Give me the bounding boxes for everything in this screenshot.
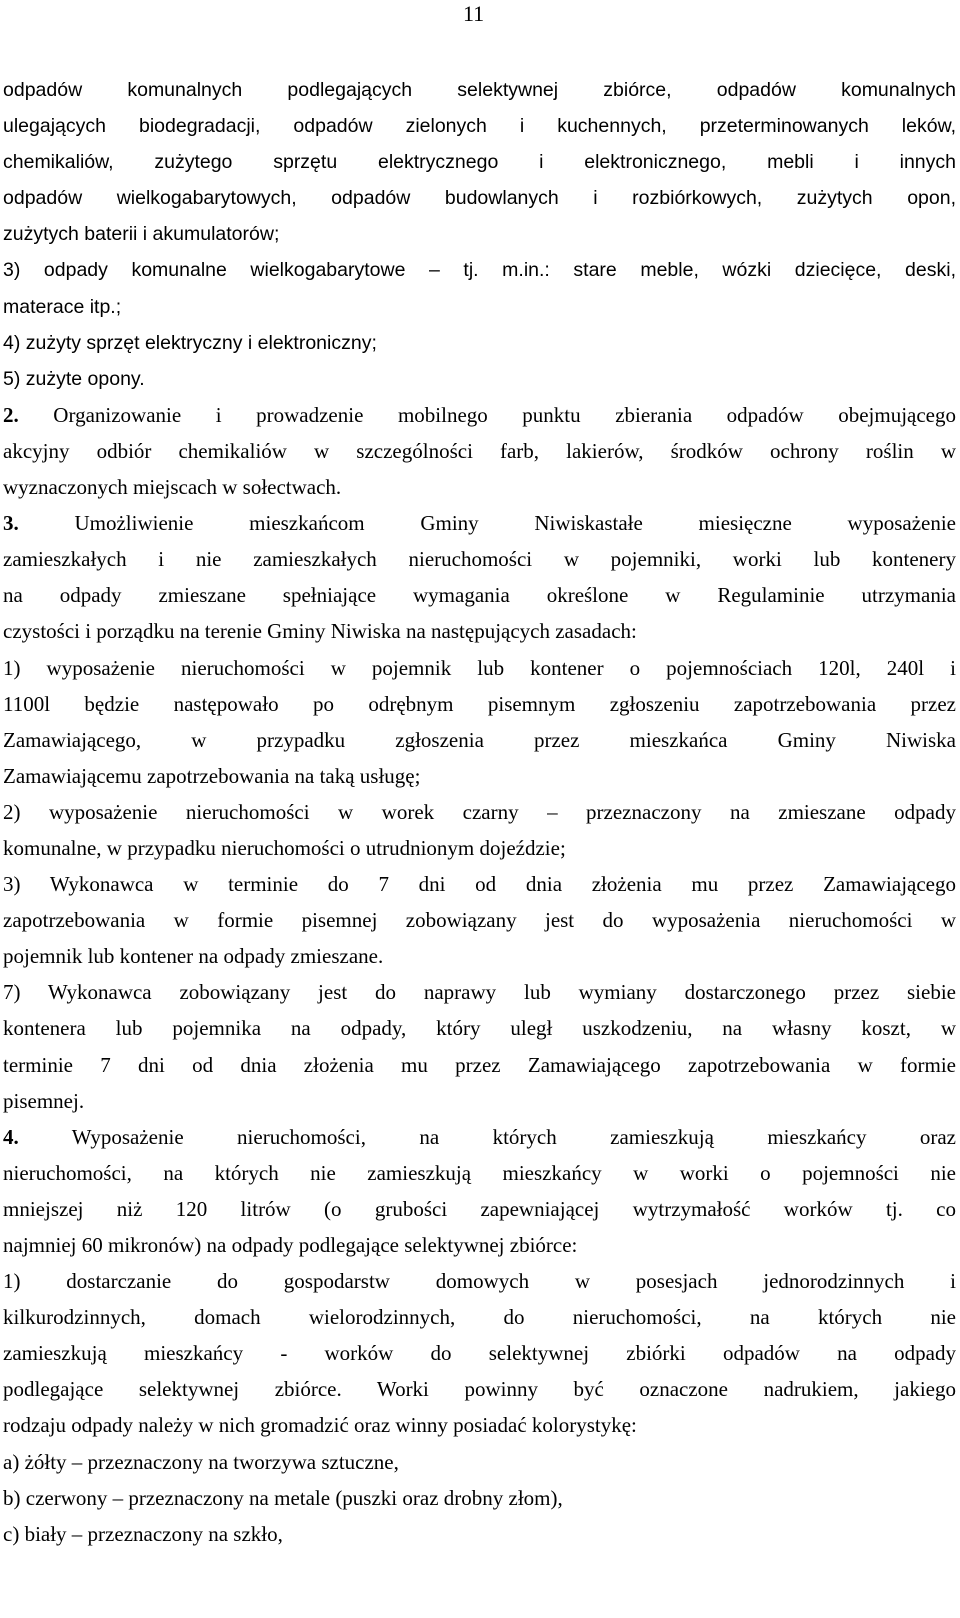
- line-text: zamieszkałych i nie zamieszkałych nieruchomości w pojemniki, worki lub kontenery: [3, 547, 956, 572]
- line-text: 7) Wykonawca zobowiązany jest do naprawy lub wymiany dostarczonego przez siebie: [3, 980, 956, 1005]
- line-text: czystości i porządku na terenie Gminy Niwiska na następujących zasadach:: [3, 619, 637, 644]
- line-text: b) czerwony – przeznaczony na metale (puszki oraz drobny złom),: [3, 1485, 563, 1510]
- line-text: mniejszej niż 120 litrów (o grubości zapewniającej wytrzymałość worków tj. co: [3, 1196, 956, 1221]
- text-line: [3, 758, 956, 794]
- line-text: terminie 7 dni od dnia złożenia mu przez Zamawiającego zapotrzebowania w formie: [3, 1052, 956, 1077]
- text-line: [3, 216, 956, 252]
- line-text: 2) wyposażenie nieruchomości w worek czarny – przeznaczony na zmieszane odpady: [3, 799, 956, 824]
- text-line: [3, 1407, 956, 1443]
- text-line: [3, 361, 956, 397]
- line-text: na odpady zmieszane spełniające wymagania określone w Regulaminie utrzymania: [3, 583, 956, 608]
- line-text: 1100l będzie następowało po odrębnym pisemnym zgłoszeniu zapotrzebowania przez: [3, 691, 956, 716]
- text-line: [3, 613, 956, 649]
- text-line: [3, 902, 956, 938]
- text-line: [3, 72, 956, 108]
- line-text: chemikaliów, zużytego sprzętu elektrycznego i elektronicznego, mebli i innych: [3, 151, 956, 174]
- text-line: [3, 1444, 956, 1480]
- page-number: 11: [463, 1, 485, 26]
- text-line: [3, 180, 956, 216]
- text-line: [3, 1119, 956, 1155]
- text-line: [3, 686, 956, 722]
- line-text: zapotrzebowania w formie pisemnej zobowiązany jest do wyposażenia nieruchomości w: [3, 908, 956, 933]
- line-text: 3) odpady komunalne wielkogabarytowe – tj. m.in.: stare meble, wózki dziecięce, deski,: [3, 259, 956, 282]
- line-text: Organizowanie i prowadzenie mobilnego punktu zbierania odpadów obejmującego: [53, 402, 956, 427]
- text-line: [3, 650, 956, 686]
- text-line: [3, 722, 956, 758]
- text-line: [3, 1227, 956, 1263]
- text-line: [3, 541, 956, 577]
- text-line: [3, 397, 956, 433]
- text-line: [3, 1047, 956, 1083]
- line-text: 1) wyposażenie nieruchomości w pojemnik lub kontener o pojemnościach 120l, 240l i: [3, 655, 956, 680]
- line-text: Wyposażenie nieruchomości, na których zamieszkują mieszkańcy oraz: [71, 1124, 956, 1149]
- text-line: [3, 1263, 956, 1299]
- document-body: [3, 72, 956, 1552]
- line-text: 4) zużyty sprzęt elektryczny i elektroniczny;: [3, 331, 377, 354]
- text-line: [3, 505, 956, 541]
- text-line: [3, 289, 956, 325]
- text-line: [3, 469, 956, 505]
- text-line: [3, 1155, 956, 1191]
- text-line: [3, 1191, 956, 1227]
- line-text: odpadów komunalnych podlegających selektywnej zbiórce, odpadów komunalnych: [3, 79, 956, 101]
- text-line: [3, 577, 956, 613]
- line-text: Umożliwienie mieszkańcom Gminy Niwiskastałe miesięczne wyposażenie: [74, 511, 956, 536]
- section-number: 3.: [3, 511, 19, 536]
- text-line: [3, 252, 956, 288]
- line-text: materace itp.;: [3, 295, 122, 318]
- section-number: 4.: [3, 1124, 19, 1149]
- text-line: [3, 1335, 956, 1371]
- text-line: [3, 433, 956, 469]
- text-line: [3, 1371, 956, 1407]
- line-text: kilkurodzinnych, domach wielorodzinnych, do nieruchomości, na których nie: [3, 1305, 956, 1330]
- line-text: c) biały – przeznaczony na szkło,: [3, 1521, 283, 1546]
- text-line: [3, 1299, 956, 1335]
- line-text: pojemnik lub kontener na odpady zmieszane.: [3, 944, 384, 969]
- text-line: [3, 325, 956, 361]
- line-text: Zamawiającemu zapotrzebowania na taką usługę;: [3, 763, 421, 788]
- text-line: [3, 866, 956, 902]
- text-line: [3, 1516, 956, 1552]
- text-line: [3, 144, 956, 180]
- line-text: 5) zużyte opony.: [3, 367, 145, 390]
- line-text: a) żółty – przeznaczony na tworzywa sztuczne,: [3, 1449, 399, 1474]
- text-line: [3, 108, 956, 144]
- line-text: rodzaju odpady należy w nich gromadzić oraz winny posiadać kolorystykę:: [3, 1413, 637, 1438]
- line-text: wyznaczonych miejscach w sołectwach.: [3, 475, 342, 500]
- line-text: pisemnej.: [3, 1088, 85, 1113]
- text-line: [3, 974, 956, 1010]
- line-text: podlegające selektywnej zbiórce. Worki powinny być oznaczone nadrukiem, jakiego: [3, 1377, 956, 1402]
- text-line: [3, 1480, 956, 1516]
- line-text: 1) dostarczanie do gospodarstw domowych w posesjach jednorodzinnych i: [3, 1269, 956, 1294]
- line-text: zużytych baterii i akumulatorów;: [3, 223, 280, 246]
- line-text: odpadów wielkogabarytowych, odpadów budowlanych i rozbiórkowych, zużytych opon,: [3, 187, 956, 210]
- line-text: zamieszkują mieszkańcy - worków do selektywnej zbiórki odpadów na odpady: [3, 1341, 956, 1366]
- text-line: [3, 1010, 956, 1046]
- line-text: akcyjny odbiór chemikaliów w szczególności farb, lakierów, środków ochrony roślin w: [3, 438, 956, 463]
- section-number: 2.: [3, 402, 19, 427]
- line-text: komunalne, w przypadku nieruchomości o utrudnionym dojeździe;: [3, 835, 566, 860]
- text-line: [3, 1083, 956, 1119]
- line-text: 3) Wykonawca w terminie do 7 dni od dnia złożenia mu przez Zamawiającego: [3, 872, 956, 897]
- line-text: nieruchomości, na których nie zamieszkują mieszkańcy w worki o pojemności nie: [3, 1160, 956, 1185]
- line-text: kontenera lub pojemnika na odpady, który uległ uszkodzeniu, na własny koszt, w: [3, 1016, 956, 1041]
- text-line: [3, 830, 956, 866]
- text-line: [3, 794, 956, 830]
- line-text: najmniej 60 mikronów) na odpady podlegające selektywnej zbiórce:: [3, 1233, 578, 1257]
- line-text: Zamawiającego, w przypadku zgłoszenia przez mieszkańca Gminy Niwiska: [3, 727, 956, 752]
- line-text: ulegających biodegradacji, odpadów zielonych i kuchennych, przeterminowanych leków,: [3, 115, 956, 138]
- text-line: [3, 938, 956, 974]
